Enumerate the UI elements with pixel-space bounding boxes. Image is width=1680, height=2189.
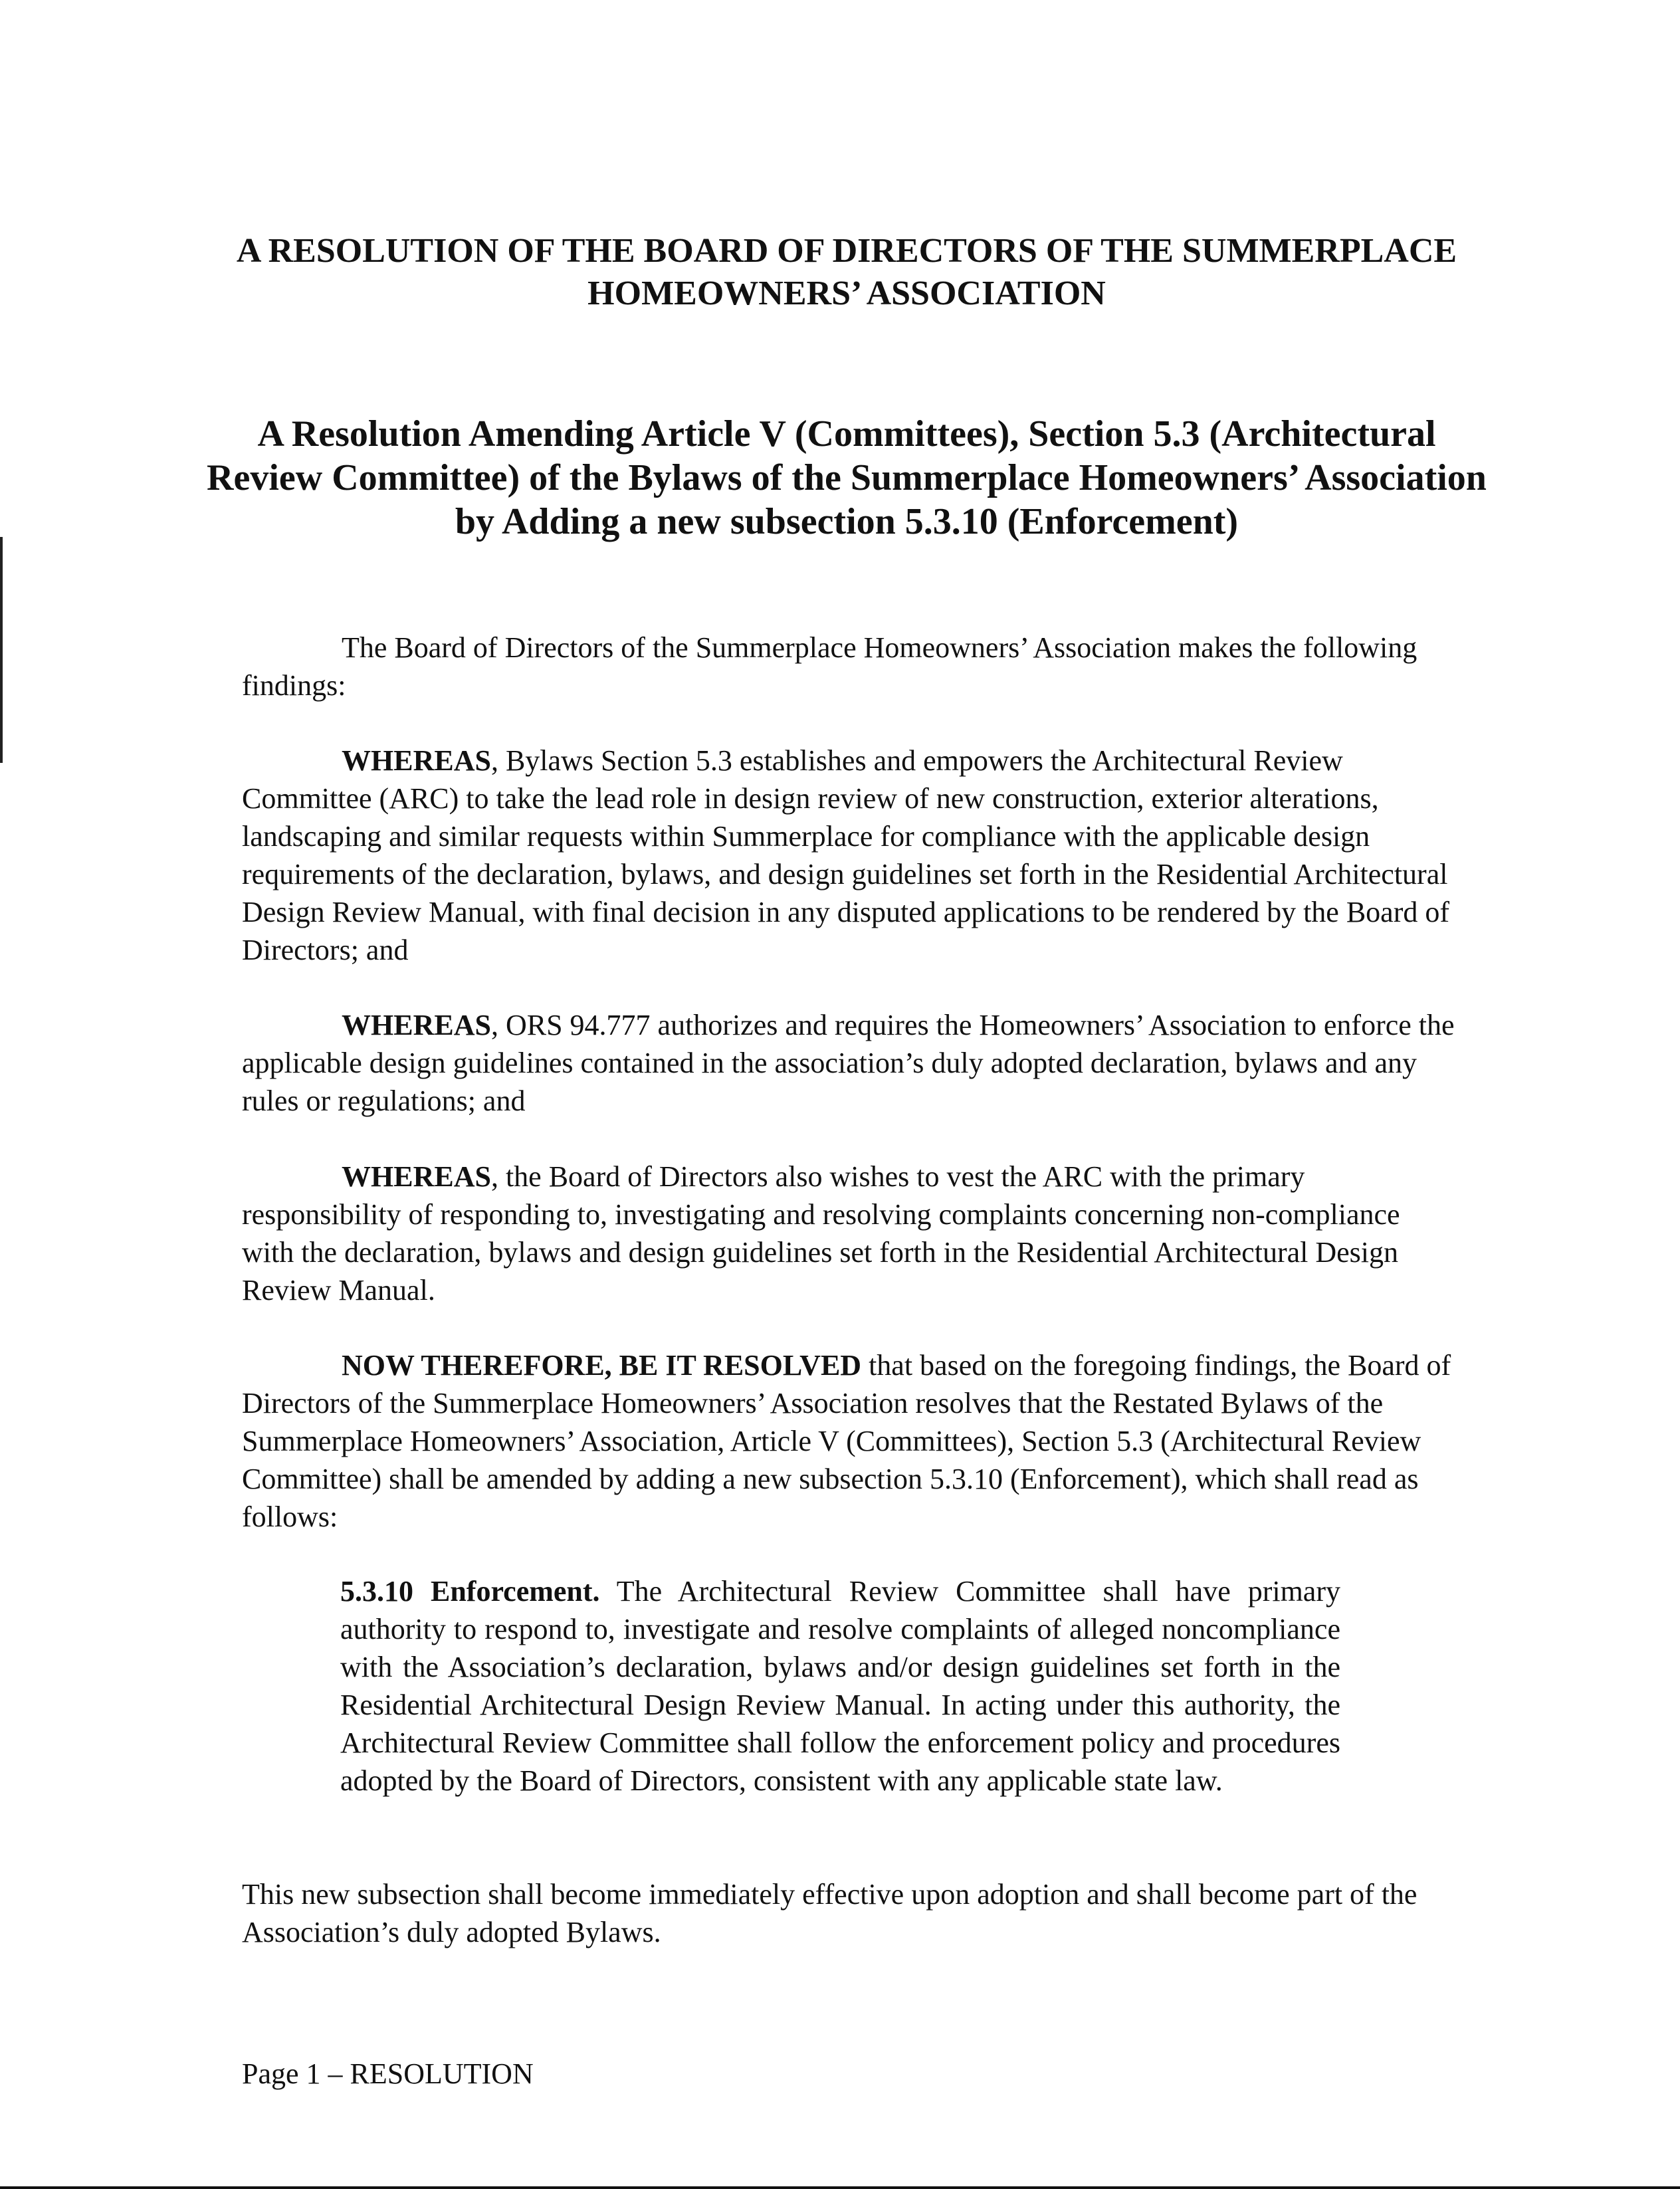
subsection-heading: 5.3.10 Enforcement. [340, 1575, 600, 1608]
scan-edge-mark [0, 537, 3, 763]
whereas-text: , ORS 94.777 authorizes and requires the Homeowners’ Association to enforce the applicable design guidelines contained in the association’s duly adopted declaration, bylaws and any rules or regulations; and [242, 1009, 1455, 1117]
whereas-paragraph-1 [242, 742, 1458, 969]
scan-bottom-border [0, 2186, 1680, 2189]
resolved-paragraph [242, 1346, 1458, 1536]
resolved-lead: NOW THEREFORE, BE IT RESOLVED [342, 1349, 862, 1382]
page-footer: Page 1 – RESOLUTION [242, 2057, 534, 2090]
whereas-lead: WHEREAS [342, 744, 491, 777]
resolved-text: that based on the foregoing findings, the Board of Directors of the Summerplace Homeowners’ Association resolves that the Restated Bylaws of the Summerplace Homeowners’ Association, Article V (Committees), Section 5.3 (Architectural Review Committee) shall be amended by adding a new subsection 5.3.10 (Enforcement), which shall read as follows: [242, 1349, 1451, 1533]
subsection-text: The Architectural Review Committee shall have primary authority to respond to, investigate and resolve complaints of alleged noncompliance with the Association’s declaration, bylaws and/or design guidelines set forth in the Residential Architectural Design Review Manual. In acting under this authority, the Architectural Review Committee shall follow the enforcement policy and procedures adopted by the Board of Directors, consistent with any applicable state law. [340, 1575, 1340, 1797]
intro-paragraph [242, 629, 1458, 704]
whereas-paragraph-2 [242, 1006, 1458, 1120]
resolution-subtitle: A Resolution Amending Article V (Committees), Section 5.3 (Architectural Review Committee) of the Bylaws of the Summerplace Homeowners’ Association by Adding a new subsection 5.3.10 (Enforcement) [207, 413, 1487, 542]
whereas-paragraph-3 [242, 1158, 1458, 1309]
intro-text: The Board of Directors of the Summerplace Homeowners’ Association makes the following findings: [242, 631, 1418, 702]
whereas-lead: WHEREAS [342, 1160, 491, 1193]
whereas-text: , the Board of Directors also wishes to vest the ARC with the primary responsibility of responding to, investigating and resolving complaints concerning non-compliance with the declaration, bylaws and design guidelines set forth in the Residential Architectural Design Review Manual. [242, 1160, 1400, 1306]
closing-paragraph: This new subsection shall become immediately effective upon adoption and shall become part of the Association’s duly adopted Bylaws. [242, 1878, 1418, 1948]
document-title: A RESOLUTION OF THE BOARD OF DIRECTORS OF THE SUMMERPLACE HOMEOWNERS’ ASSOCIATION [236, 232, 1457, 312]
whereas-text: , Bylaws Section 5.3 establishes and empowers the Architectural Review Committee (ARC) to take the lead role in design review of new construction, exterior alterations, landscaping and similar requests within Summerplace for compliance with the applicable design requirements of the declaration, bylaws, and design guidelines set forth in the Residential Architectural Design Review Manual, with final decision in any disputed applications to be rendered by the Board of Directors; and [242, 744, 1449, 966]
whereas-lead: WHEREAS [342, 1009, 491, 1041]
subsection-block [340, 1572, 1340, 1800]
